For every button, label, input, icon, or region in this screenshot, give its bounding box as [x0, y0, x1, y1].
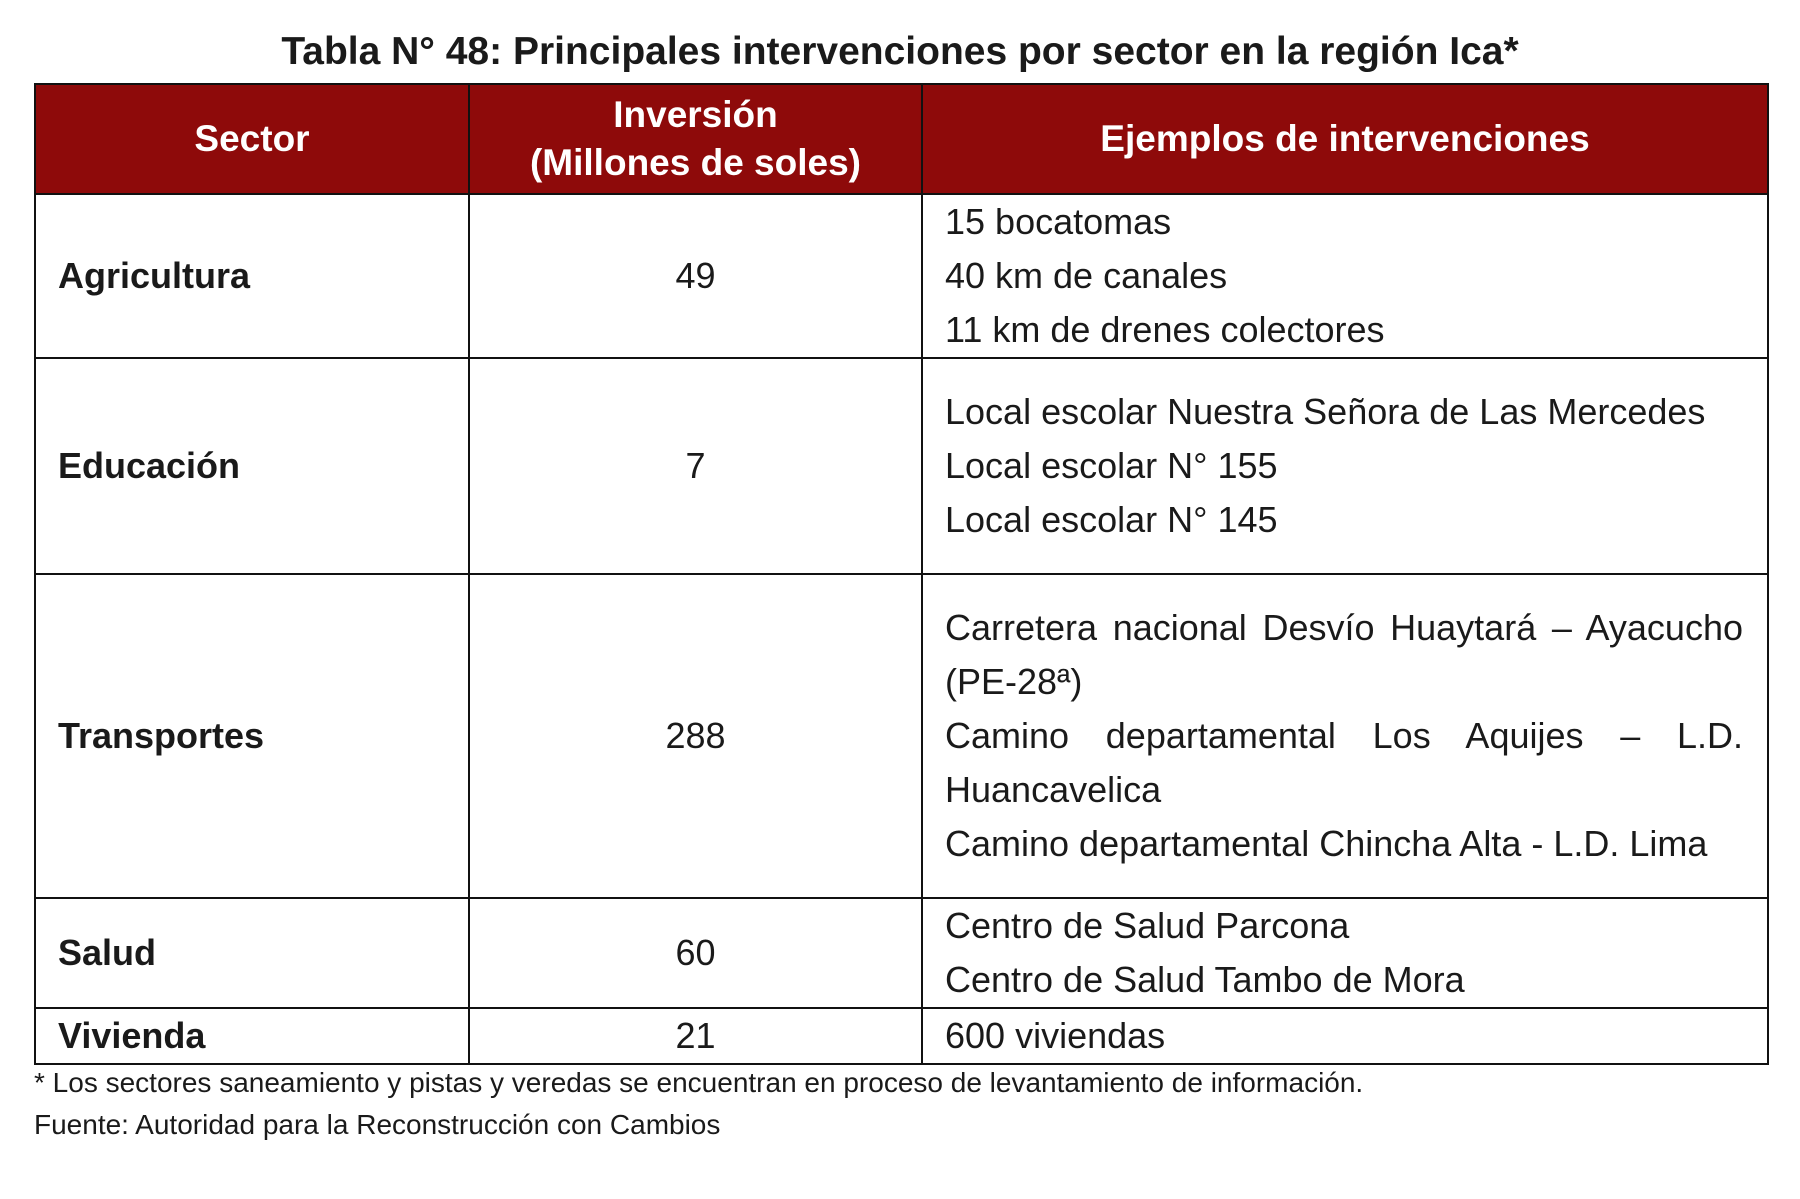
sector-cell: Educación [35, 358, 469, 574]
examples-cell [922, 1008, 1768, 1064]
table-footnote: * Los sectores saneamiento y pistas y veredas se encuentran en proceso de levantamiento de información. [34, 1067, 1364, 1098]
example-item: Centro de Salud Parcona [945, 905, 1350, 946]
example-item: 15 bocatomas [945, 201, 1172, 242]
example-item: Local escolar N° 145 [945, 499, 1278, 540]
table-row [35, 1008, 1768, 1064]
example-item: Centro de Salud Tambo de Mora [945, 959, 1465, 1000]
header-investment-line1: Inversión [613, 94, 778, 135]
sector-cell: Transportes [35, 574, 469, 898]
table-row [35, 358, 1768, 574]
examples-cell [922, 194, 1768, 358]
example-item: Camino departamental Los Aquijes – L.D. Huancavelica [945, 715, 1743, 810]
header-examples: Ejemplos de intervenciones [922, 84, 1768, 194]
table-title: Tabla N° 48: Principales intervenciones por sector en la región Ica* [281, 30, 1519, 73]
example-item: Carretera nacional Desvío Huaytará – Ayacucho (PE-28ª) [945, 607, 1743, 702]
example-item: Camino departamental Chincha Alta - L.D. Lima [945, 823, 1708, 864]
sector-cell: Vivienda [35, 1008, 469, 1064]
table-row [35, 194, 1768, 358]
header-sector: Sector [35, 84, 469, 194]
header-investment [469, 84, 922, 194]
investment-cell: 49 [469, 194, 922, 358]
investment-cell: 288 [469, 574, 922, 898]
sector-cell: Salud [35, 898, 469, 1008]
investment-cell: 7 [469, 358, 922, 574]
examples-cell [922, 898, 1768, 1008]
table-header-row [35, 84, 1768, 194]
interventions-table [34, 83, 1769, 1065]
example-item: 600 viviendas [945, 1015, 1166, 1056]
header-investment-line2: (Millones de soles) [529, 142, 861, 183]
investment-cell: 60 [469, 898, 922, 1008]
table-row [35, 898, 1768, 1008]
example-item: 40 km de canales [945, 255, 1228, 296]
example-item: 11 km de drenes colectores [945, 309, 1385, 350]
table-row [35, 574, 1768, 898]
investment-cell: 21 [469, 1008, 922, 1064]
example-item: Local escolar N° 155 [945, 445, 1278, 486]
example-item: Local escolar Nuestra Señora de Las Mercedes [945, 391, 1706, 432]
sector-cell: Agricultura [35, 194, 469, 358]
source-note: Fuente: Autoridad para la Reconstrucción con Cambios [34, 1109, 721, 1140]
examples-cell [922, 358, 1768, 574]
examples-cell [922, 574, 1768, 898]
